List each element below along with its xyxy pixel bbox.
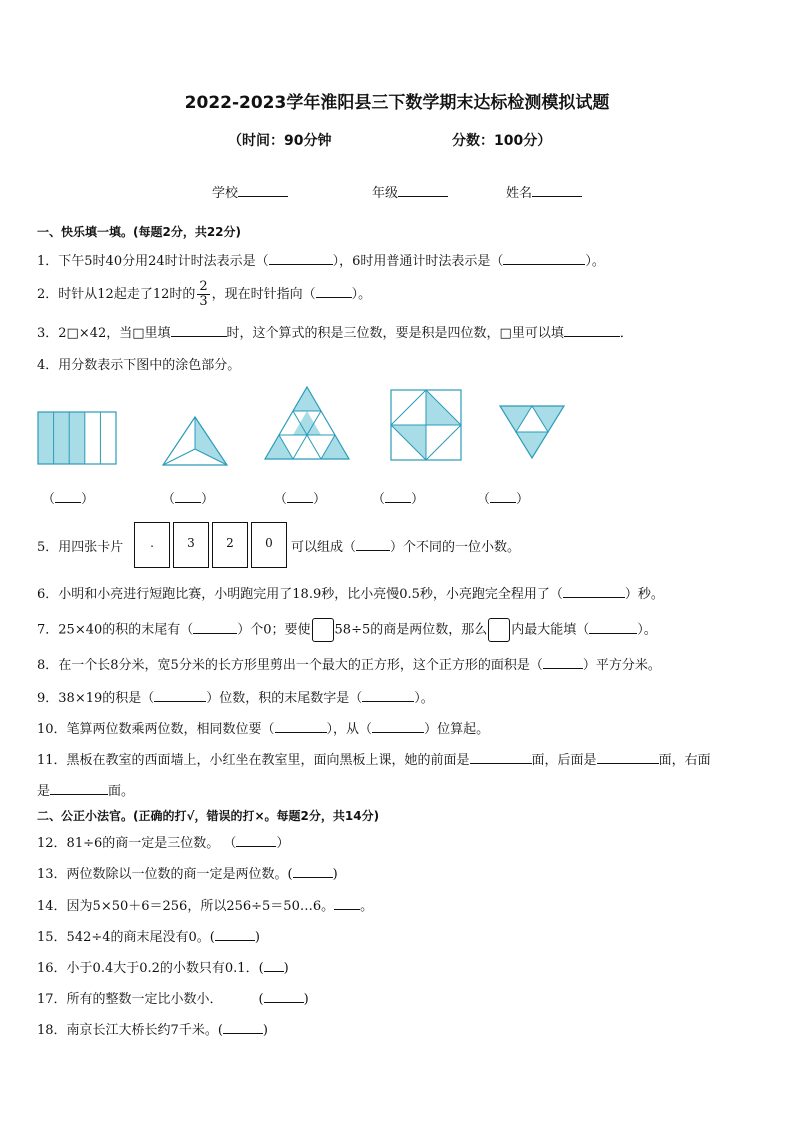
answer-blank[interactable] <box>564 324 620 337</box>
question-2: 2．时针从12起走了12时的 $\frac{2}{3}$ ，现在时针指向（ ）。 <box>37 279 372 309</box>
question-16: 16．小于0.4大于0.2的小数只有0.1．( ) <box>37 961 289 976</box>
figure-inverted-triangle <box>500 406 564 458</box>
answer-blank[interactable] <box>334 897 360 910</box>
answer-blank[interactable] <box>470 751 532 764</box>
answer-blank[interactable] <box>236 834 276 847</box>
grade-label: 年级 <box>372 186 399 201</box>
question-6: 6．小明和小亮进行短跑比赛，小明跑完用了18.9秒，比小亮慢0.5秒，小亮跑完全程用了（ ）秒。 <box>37 587 664 602</box>
figure1-answer[interactable]: （ ） <box>42 492 95 507</box>
answer-blank[interactable] <box>215 928 255 941</box>
question-9: 9．38×19的积是（ ）位数，积的末尾数字是（ ）。 <box>37 691 434 706</box>
page-title: 2022-2023学年淮阳县三下数学期末达标检测模拟试题 <box>184 93 610 113</box>
figure4-answer[interactable]: （ ） <box>372 492 425 507</box>
answer-blank[interactable] <box>171 324 227 337</box>
answer-blank[interactable] <box>154 689 206 702</box>
answer-blank[interactable] <box>316 285 352 298</box>
question-11-cont: 是 面。 <box>37 784 135 799</box>
card-2: 2 <box>212 522 248 568</box>
question-5-tail: 可以组成（ ）个不同的一位小数。 <box>291 540 521 555</box>
question-4: 4．用分数表示下图中的涂色部分。 <box>37 358 241 373</box>
answer-blank[interactable] <box>362 689 414 702</box>
card-3: 3 <box>173 522 209 568</box>
question-15: 15．542÷4的商末尾没有0。( ) <box>37 930 260 945</box>
answer-blank[interactable] <box>269 252 333 265</box>
exam-time: （时间：90分钟 <box>228 133 332 149</box>
question-13: 13．两位数除以一位数的商一定是两位数。( ) <box>37 867 338 882</box>
question-18: 18．南京长江大桥长约7千米。( ) <box>37 1023 268 1038</box>
grade-field[interactable] <box>372 182 448 201</box>
question-7: 7．25×40的积的末尾有（ ）个0；要使 58÷5的商是两位数，那么 内最大能填（ ）。 <box>37 618 657 642</box>
section1-heading: 一、快乐填一填。(每题2分，共22分) <box>37 225 242 239</box>
answer-blank[interactable] <box>275 720 327 733</box>
question-1: 1．下午5时40分用24时计时法表示是（ ），6时用普通计时法表示是（ ）。 <box>37 254 605 269</box>
answer-blank[interactable] <box>543 656 583 669</box>
name-label: 姓名 <box>506 186 533 201</box>
answer-blank[interactable] <box>293 865 333 878</box>
question-8: 8．在一个长8分米，宽5分米的长方形里剪出一个最大的正方形，这个正方形的面积是（ ）平方分米。 <box>37 658 661 673</box>
name-field[interactable] <box>506 182 582 201</box>
figure-triangle-thirds <box>163 417 227 465</box>
answer-blank[interactable] <box>589 621 637 634</box>
card-0: 0 <box>251 522 287 568</box>
question-5-lead: 5．用四张卡片 <box>37 540 124 555</box>
question-10: 10．笔算两位数乘两位数，相同数位要（ ），从（ ）位算起。 <box>37 722 490 737</box>
question-12: 12．81÷6的商一定是三位数。 （ ） <box>37 836 290 851</box>
question-14: 14．因为5×50＋6＝256，所以256÷5＝50…6。 。 <box>37 899 374 914</box>
answer-blank[interactable] <box>372 720 424 733</box>
answer-blank[interactable] <box>264 990 304 1003</box>
answer-blank[interactable] <box>50 782 108 795</box>
figure-triangle-ninths <box>265 387 349 459</box>
digit-box[interactable] <box>488 618 510 642</box>
school-field[interactable] <box>212 182 288 201</box>
figure3-answer[interactable]: （ ） <box>274 492 327 507</box>
figure5-answer[interactable]: （ ） <box>477 492 530 507</box>
answer-blank[interactable] <box>597 751 659 764</box>
figure-rectangle-strips <box>38 412 116 464</box>
answer-blank[interactable] <box>356 538 390 551</box>
card-dot: . <box>134 522 170 568</box>
answer-blank[interactable] <box>563 585 625 598</box>
figure2-answer[interactable]: （ ） <box>162 492 215 507</box>
question-11: 11．黑板在教室的西面墙上，小红坐在教室里，面向黑板上课，她的前面是 面，后面是 面，右面 <box>37 753 711 768</box>
school-label: 学校 <box>212 186 239 201</box>
section2-heading: 二、公正小法官。(正确的打√，错误的打×。每题2分，共14分) <box>37 809 380 823</box>
question-17: 17．所有的整数一定比小数小． ( ) <box>37 992 309 1007</box>
answer-blank[interactable] <box>503 252 585 265</box>
answer-blank[interactable] <box>264 959 284 972</box>
answer-blank[interactable] <box>193 621 237 634</box>
figure-square-diamond <box>391 390 461 460</box>
digit-box[interactable] <box>312 618 334 642</box>
answer-blank[interactable] <box>223 1021 263 1034</box>
exam-score: 分数：100分） <box>452 133 552 149</box>
fraction-two-thirds: $\frac{2}{3}$ <box>199 279 208 309</box>
question-3: 3．2□×42，当□里填 时，这个算式的积是三位数，要是积是四位数，□里可以填 ． <box>37 326 633 341</box>
